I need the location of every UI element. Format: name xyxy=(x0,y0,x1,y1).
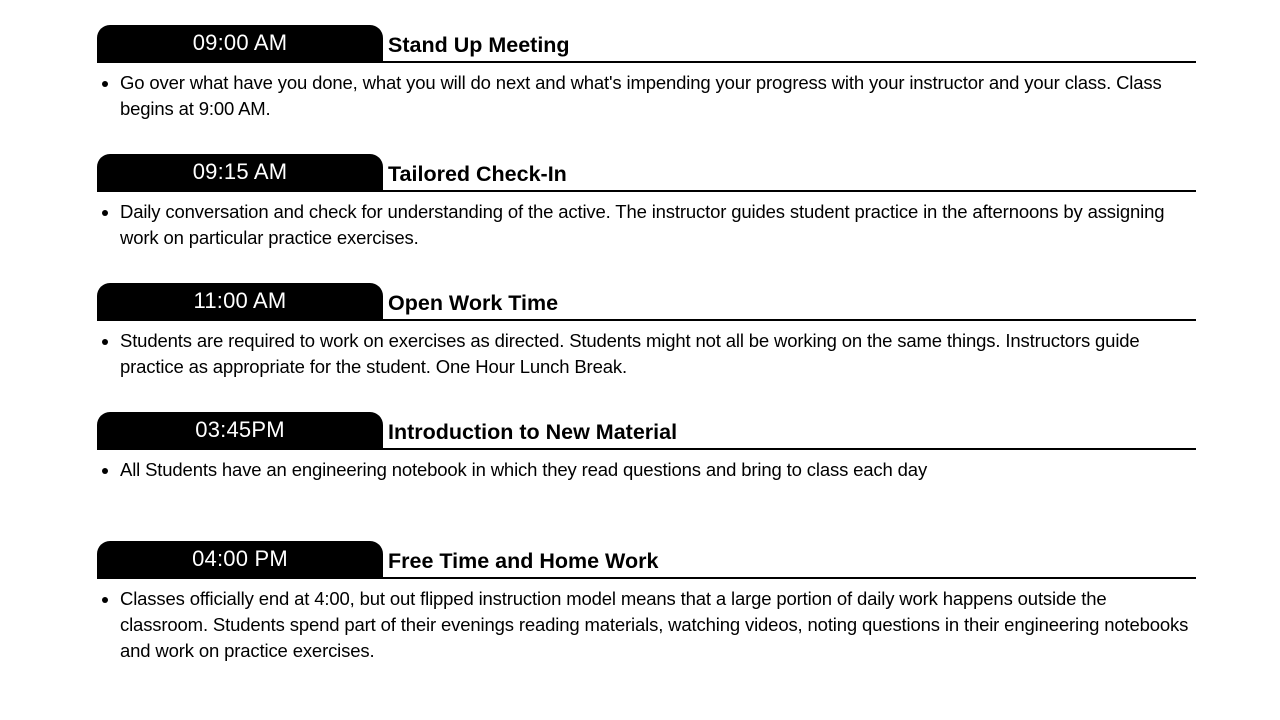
session-description-list xyxy=(97,586,1196,664)
session-description-list xyxy=(97,457,1196,483)
session-description: • All Students have an engineering notebook in which they read questions and bring to class each day xyxy=(120,457,1192,483)
session-title: Free Time and Home Work xyxy=(388,549,659,573)
time-label: 09:00 AM xyxy=(192,30,288,55)
time-label: 04:00 PM xyxy=(192,546,288,571)
daily-schedule xyxy=(97,25,1196,670)
schedule-entry xyxy=(97,154,1196,283)
entry-header xyxy=(97,25,1196,63)
schedule-entry xyxy=(97,283,1196,412)
session-description: • Daily conversation and check for understanding of the active. The instructor guides student practice in the afternoons by assigning work on particular practice exercises. xyxy=(120,199,1192,251)
schedule-entry xyxy=(97,25,1196,154)
time-label: 03:45PM xyxy=(195,417,285,442)
time-label: 11:00 AM xyxy=(193,288,287,313)
entry-header xyxy=(97,541,1196,579)
session-description: • Classes officially end at 4:00, but out flipped instruction model means that a large portion of daily work happens outside the classroom. Students spend part of their evenings reading materials, watching videos, noting questions in their engineering notebooks and work on practice exercises. xyxy=(120,586,1192,664)
time-pill xyxy=(97,154,383,190)
session-description: • Go over what have you done, what you will do next and what's impending your progress with your instructor and your class. Class begins at 9:00 AM. xyxy=(120,70,1192,122)
session-description-list xyxy=(97,199,1196,251)
session-description-list xyxy=(97,328,1196,380)
schedule-entry xyxy=(97,541,1196,670)
session-description: • Students are required to work on exercises as directed. Students might not all be working on the same things. Instructors guide practice as appropriate for the student. One Hour Lunch Break. xyxy=(120,328,1192,380)
schedule-entry xyxy=(97,412,1196,541)
entry-header xyxy=(97,154,1196,192)
time-pill xyxy=(97,412,383,448)
time-label: 09:15 AM xyxy=(192,159,288,184)
session-description-list xyxy=(97,70,1196,122)
time-pill xyxy=(97,283,383,319)
session-title: Stand Up Meeting xyxy=(388,33,570,57)
session-title: Open Work Time xyxy=(388,291,559,315)
time-pill xyxy=(97,541,383,577)
session-title: Tailored Check-In xyxy=(388,162,567,186)
entry-header xyxy=(97,283,1196,321)
entry-header xyxy=(97,412,1196,450)
session-title: Introduction to New Material xyxy=(388,420,678,444)
time-pill xyxy=(97,25,383,61)
